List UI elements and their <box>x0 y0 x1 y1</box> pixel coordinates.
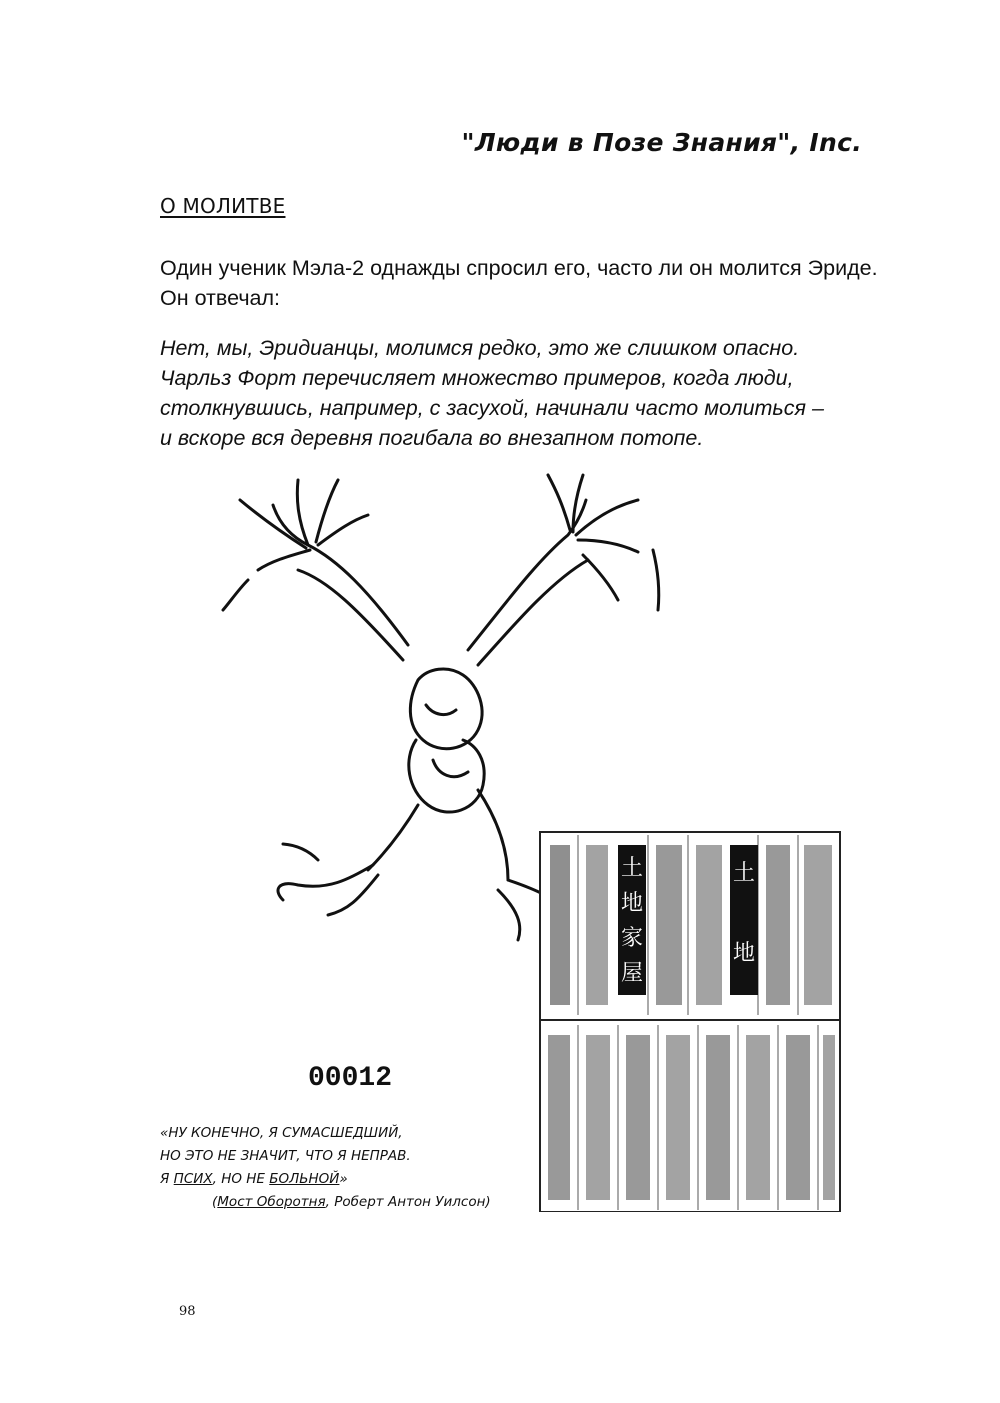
quote-line: НО ЭТО НЕ ЗНАЧИТ, ЧТО Я НЕПРАВ. <box>160 1148 411 1164</box>
quote-underlined-word: ПСИХ <box>173 1171 213 1187</box>
intro-paragraph: Один ученик Мэла-2 однажды спросил его, часто ли он молится Эриде. Он отвечал: <box>160 256 878 310</box>
quote-caption <box>160 1122 491 1214</box>
answer-line: столкнувшись, например, с засухой, начинали часто молиться – <box>160 396 824 420</box>
quote-text: » <box>339 1171 348 1187</box>
answer-line: Нет, мы, Эридианцы, молимся редко, это же слишком опасно. <box>160 336 800 360</box>
quote-line <box>160 1168 491 1191</box>
newspaper-char: 地 <box>621 891 644 916</box>
illustration <box>178 460 848 1212</box>
quote-attribution <box>160 1191 491 1214</box>
answer-line: Чарльз Форт перечисляет множество примеров, когда люди, <box>160 366 794 390</box>
document-header-title: "Люди в Позе Знания", Inc. <box>461 128 862 157</box>
newspaper-char: 屋 <box>621 961 644 986</box>
quote-text: , НО НЕ <box>212 1171 270 1187</box>
quote-line: «НУ КОНЕЧНО, Я СУМАСШЕДШИЙ, <box>160 1125 403 1141</box>
answer-paragraph <box>160 333 880 453</box>
newspaper-char: 地 <box>733 941 756 966</box>
stamp-number: 00012 <box>308 1063 393 1094</box>
newspaper-clipping <box>540 832 840 1212</box>
attribution-text: , Роберт Антон Уилсон) <box>325 1194 491 1210</box>
attribution-text: ( <box>212 1194 218 1210</box>
quote-text: Я <box>160 1171 174 1187</box>
page-number: 98 <box>179 1304 196 1319</box>
section-heading: О МОЛИТВЕ <box>160 194 286 218</box>
quote-underlined-word: БОЛЬНОЙ <box>269 1171 340 1187</box>
newspaper-char: 土 <box>621 856 644 881</box>
answer-line: и вскоре вся деревня погибала во внезапном потопе. <box>160 426 704 450</box>
newspaper-char: 土 <box>733 861 756 886</box>
attribution-book-title: Мост Оборотня <box>217 1194 326 1210</box>
newspaper-char: 家 <box>621 926 644 951</box>
